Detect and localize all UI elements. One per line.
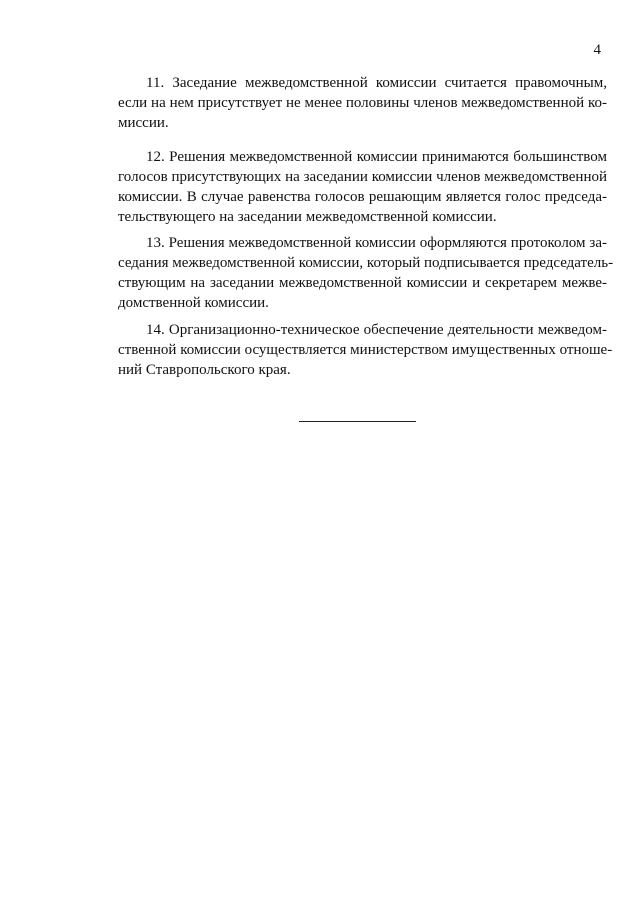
text-line: ний Ставропольского края.	[118, 362, 291, 378]
text-line: если на нем присутствует не менее половины членов межведомственной ко-	[118, 95, 607, 111]
text-line: тельствующего на заседании межведомственной комиссии.	[118, 209, 497, 225]
text-line: 12. Решения межведомственной комиссии принимаются большинством	[146, 149, 607, 165]
text-line: комиссии. В случае равенства голосов решающим является голос председа-	[118, 189, 607, 205]
text-line: 13. Решения межведомственной комиссии оформляются протоколом за-	[146, 235, 607, 251]
paragraph-11	[118, 73, 607, 133]
text-line: седания межведомственной комиссии, который подписывается председатель-	[118, 255, 614, 271]
text-line: ственной комиссии осуществляется министерством имущественных отноше-	[118, 342, 613, 358]
text-line: домственной комиссии.	[118, 295, 269, 311]
text-line: 14. Организационно-техническое обеспечение деятельности межведом-	[146, 322, 607, 338]
paragraph-14	[118, 320, 613, 380]
text-line: голосов присутствующих на заседании комиссии членов межведомственной	[118, 169, 607, 185]
text-line: 11. Заседание межведомственной комиссии считается правомочным,	[146, 75, 607, 91]
end-separator-line	[299, 421, 416, 422]
text-line: ствующим на заседании межведомственной комиссии и секретарем межве-	[118, 275, 607, 291]
text-line: миссии.	[118, 115, 169, 131]
paragraph-13	[118, 233, 614, 313]
paragraph-12	[118, 147, 607, 227]
page-number: 4	[593, 42, 601, 58]
